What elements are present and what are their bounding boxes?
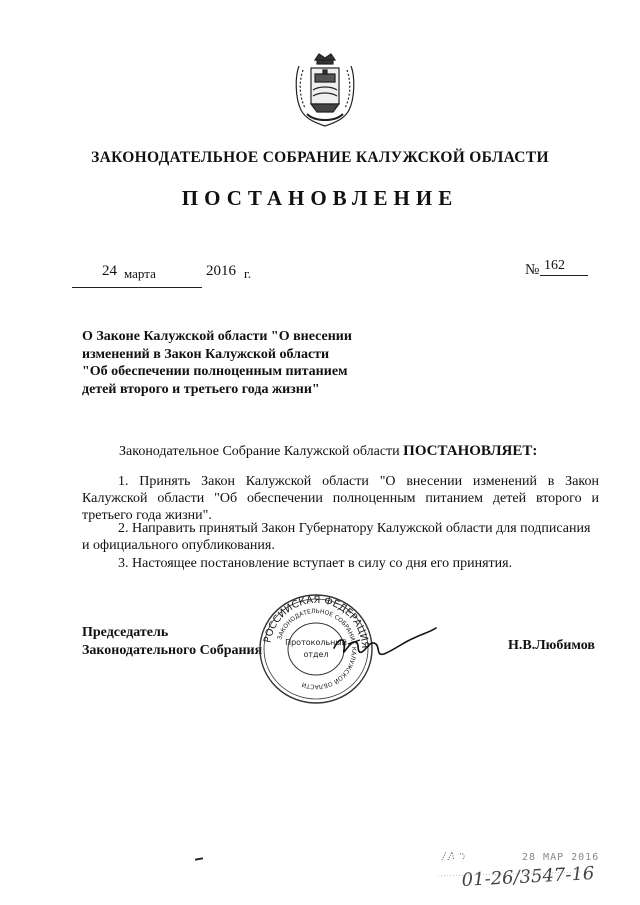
document-subject (82, 328, 442, 398)
registration-stamp-number: 01-26/3547-16 (461, 863, 595, 891)
document-type-title: ПОСТАНОВЛЕНИЕ (181, 186, 459, 210)
resolution-item-2: 2. Направить принятый Закон Губернатору Калужской области для подписания и официального опубликования. (82, 521, 591, 553)
number-underline (540, 275, 588, 276)
resolution-intro (119, 443, 537, 460)
scan-mark (195, 857, 203, 860)
signatory-title-line: Председатель (82, 625, 169, 640)
subject-line: О Законе Калужской области "О внесении (82, 329, 352, 344)
resolution-item-3: 3. Настоящее постановление вступает в силу со дня его принятия. (118, 556, 513, 571)
intro-text: Законодательное Собрание Калужской области (119, 444, 400, 459)
registration-stamp-marks (432, 838, 612, 898)
intro-resolves: ПОСТАНОВЛЯЕТ: (403, 443, 538, 459)
date-day: 24 (102, 263, 117, 279)
seal-center-line-2: отдел (303, 650, 329, 659)
registration-stamp-date: 28 МАР 2016 (522, 852, 600, 863)
number-value: 162 (544, 258, 565, 273)
subject-line: детей второго и третьего года жизни" (82, 381, 320, 397)
organization-title: ЗАКОНОДАТЕЛЬНОЕ СОБРАНИЕ КАЛУЖСКОЙ ОБЛАСТИ (91, 149, 549, 166)
date-year: 2016 (206, 263, 236, 279)
signatory-name: Н.В.Любимов (508, 638, 595, 653)
resolution-item-1: 1. Принять Закон Калужской области "О внесении изменений в Закон Калужской области "Об обеспечении полноценным питанием детей второго и третьего года жизни". (82, 474, 599, 523)
date-suffix: г. (244, 266, 252, 281)
date-underline (72, 287, 202, 288)
subject-line: "Об обеспечении полноценным питанием (82, 364, 348, 379)
seal-outer-text: РОССИЙСКАЯ ФЕДЕРАЦИЯ (262, 594, 371, 649)
date-month: марта (124, 266, 156, 281)
seal-middle-text: ЗАКОНОДАТЕЛЬНОЕ СОБРАНИЕ КАЛУЖСКОЙ ОБЛАСТИ (276, 607, 358, 691)
number-label: № (525, 262, 540, 278)
registration-stamp (432, 838, 612, 898)
seal-center-line-1: Протокольный (285, 638, 347, 647)
signatory-title (82, 624, 262, 659)
coat-of-arms-emblem (293, 52, 357, 130)
signatory-title-line: Законодательного Собрания (82, 642, 263, 658)
handwritten-signature (330, 618, 440, 668)
subject-line: изменений в Закон Калужской области (82, 346, 330, 362)
